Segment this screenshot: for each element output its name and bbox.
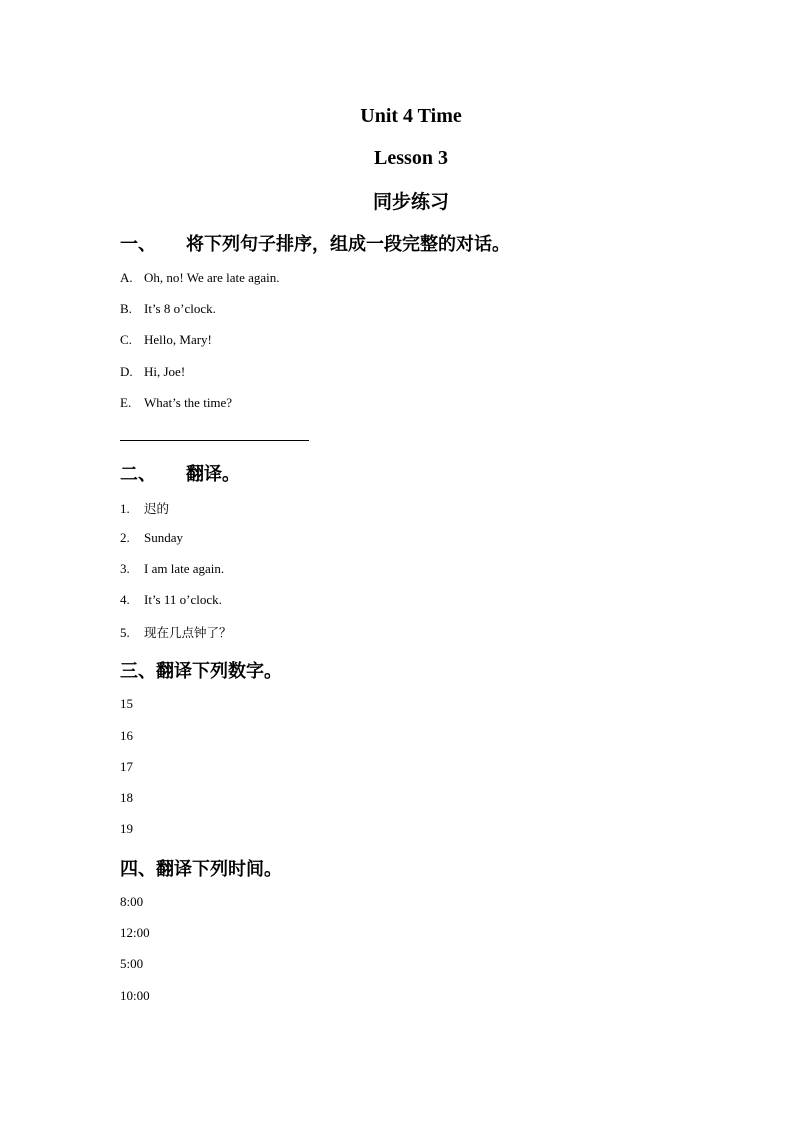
list-item <box>120 561 224 577</box>
item-text: Hi, Joe! <box>144 364 186 379</box>
list-item <box>120 592 222 608</box>
list-item <box>120 623 232 641</box>
item-label: 3. <box>120 561 130 576</box>
item-label: B. <box>120 301 132 316</box>
list-item: 5:00 <box>120 956 144 971</box>
item-text: 现在几点钟了？ <box>144 625 232 640</box>
item-text: Oh, no! We are late again. <box>144 270 280 285</box>
item-label: 5. <box>120 625 130 640</box>
section-2-title: 翻译。 <box>186 464 240 485</box>
section-2-heading <box>120 460 240 486</box>
item-text: It’s 11 o’clock. <box>144 592 222 607</box>
section-1-heading <box>120 230 510 256</box>
item-text: 迟的 <box>144 501 170 516</box>
item-text: What’s the time? <box>144 395 233 410</box>
list-item <box>120 499 169 517</box>
section-4-heading: 四、翻译下列时间。 <box>120 859 282 880</box>
list-item: 15 <box>120 696 133 711</box>
item-label: 2. <box>120 530 130 545</box>
list-item: 10:00 <box>120 988 150 1003</box>
section-3-heading: 三、翻译下列数字。 <box>120 661 282 682</box>
item-label: 1. <box>120 501 130 516</box>
unit-title: Unit 4 Time <box>360 105 462 127</box>
section-1-number: 一、 <box>120 234 156 255</box>
list-item: 16 <box>120 728 133 743</box>
item-label: C. <box>120 332 132 347</box>
list-item <box>120 301 216 317</box>
item-label: 4. <box>120 592 130 607</box>
exercise-subtitle: 同步练习 <box>372 191 449 213</box>
item-label: D. <box>120 364 133 379</box>
item-label: A. <box>120 270 133 285</box>
section-1-title: 将下列句子排序，组成一段完整的对话。 <box>186 234 510 255</box>
section-2-number: 二、 <box>120 464 156 485</box>
list-item <box>120 364 185 380</box>
item-text: It’s 8 o’clock. <box>144 301 216 316</box>
item-text: Hello, Mary! <box>144 332 212 347</box>
answer-line <box>120 440 309 441</box>
list-item: 19 <box>120 821 133 836</box>
item-text: Sunday <box>144 530 183 545</box>
list-item <box>120 395 232 411</box>
list-item <box>120 530 183 546</box>
item-text: I am late again. <box>144 561 225 576</box>
list-item <box>120 270 280 286</box>
lesson-title: Lesson 3 <box>374 147 448 169</box>
list-item: 8:00 <box>120 894 144 909</box>
list-item: 12:00 <box>120 925 150 940</box>
list-item <box>120 332 212 348</box>
item-label: E. <box>120 395 132 410</box>
list-item: 18 <box>120 790 133 805</box>
list-item: 17 <box>120 759 133 774</box>
